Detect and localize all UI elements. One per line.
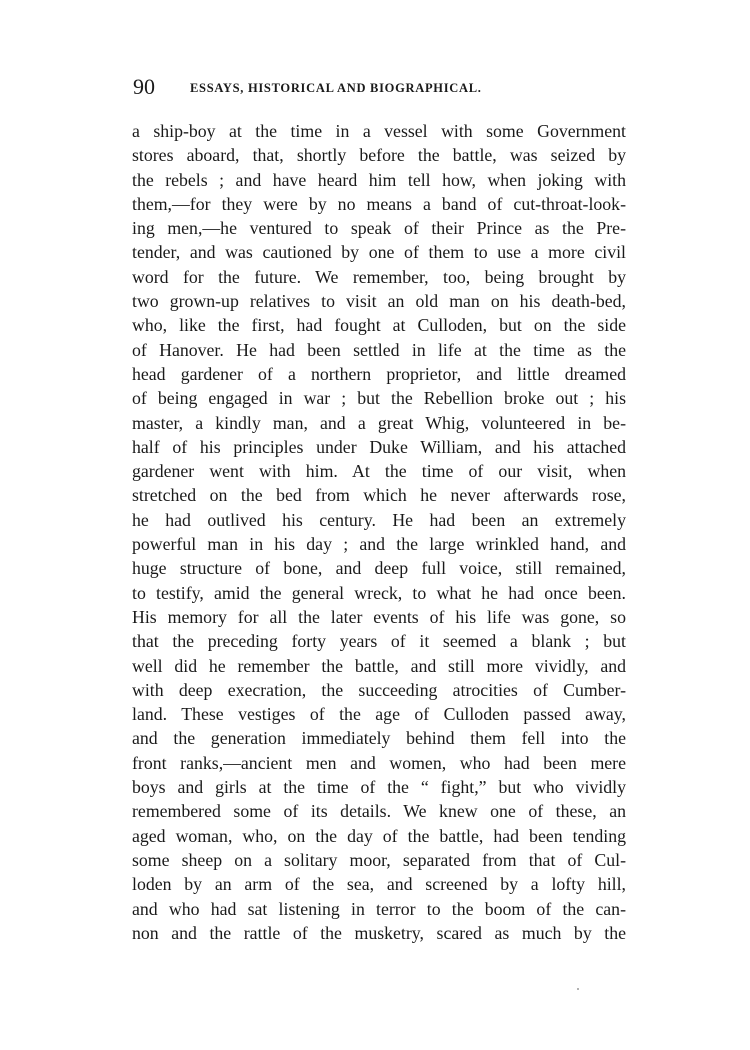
text-line: non and the rattle of the musketry, scared as much by the (132, 922, 626, 943)
text-line: loden by an arm of the sea, and screened by a lofty hill, (132, 874, 626, 895)
text-line: half of his principles under Duke William, and his attached (132, 436, 626, 457)
text-line: two grown-up relatives to visit an old man on his death-bed, (132, 291, 626, 312)
text-line: gardener went with him. At the time of our visit, when (132, 461, 626, 482)
text-line: a ship-boy at the time in a vessel with some Government (132, 121, 626, 141)
text-line: tender, and was cautioned by one of them to use a more civil (132, 242, 626, 263)
text-line: boys and girls at the time of the “ fight,” but who vividly (132, 777, 626, 798)
text-line: he had outlived his century. He had been an extremely (132, 509, 626, 530)
text-line: well did he remember the battle, and still more vividly, and (132, 655, 626, 676)
text-line: master, a kindly man, and a great Whig, volunteered in be- (132, 412, 626, 433)
text-line: aged woman, who, on the day of the battle, had been tending (132, 825, 626, 846)
text-line: word for the future. We remember, too, being brought by (132, 266, 626, 287)
text-line: of Hanover. He had been settled in life at the time as the (132, 339, 626, 360)
text-line: stores aboard, that, shortly before the battle, was seized by (132, 145, 626, 166)
text-line: them,—for they were by no means a band of cut-throat-look- (132, 193, 626, 214)
page-number: 90 (133, 74, 155, 99)
paper-speck (577, 988, 579, 990)
text-line: with deep execration, the succeeding atrocities of Cumber- (132, 679, 626, 700)
running-head: ESSAYS, HISTORICAL AND BIOGRAPHICAL. (190, 81, 482, 95)
text-line: land. These vestiges of the age of Culloden passed away, (132, 704, 626, 725)
text-line: powerful man in his day ; and the large wrinkled hand, and (132, 534, 626, 555)
text-line: to testify, amid the general wreck, to what he had once been. (132, 582, 626, 603)
text-line: remembered some of its details. We knew one of these, an (132, 801, 626, 822)
text-line: of being engaged in war ; but the Rebellion broke out ; his (132, 388, 626, 409)
body-text (132, 119, 626, 945)
text-line: some sheep on a solitary moor, separated from that of Cul- (132, 849, 626, 870)
text-line: the rebels ; and have heard him tell how, when joking with (132, 169, 626, 190)
text-line: and the generation immediately behind them fell into the (132, 728, 626, 749)
text-line: and who had sat listening in terror to the boom of the can- (132, 898, 626, 919)
text-line: His memory for all the later events of his life was gone, so (132, 606, 626, 627)
text-line: that the preceding forty years of it seemed a blank ; but (132, 631, 626, 652)
text-line: ing men,—he ventured to speak of their Prince as the Pre- (132, 218, 626, 239)
text-line: head gardener of a northern proprietor, and little dreamed (132, 363, 626, 384)
text-line: who, like the first, had fought at Culloden, but on the side (132, 315, 626, 336)
text-line: front ranks,—ancient men and women, who had been mere (132, 752, 626, 773)
text-line: stretched on the bed from which he never afterwards rose, (132, 485, 626, 506)
text-line: huge structure of bone, and deep full voice, still remained, (132, 558, 626, 579)
